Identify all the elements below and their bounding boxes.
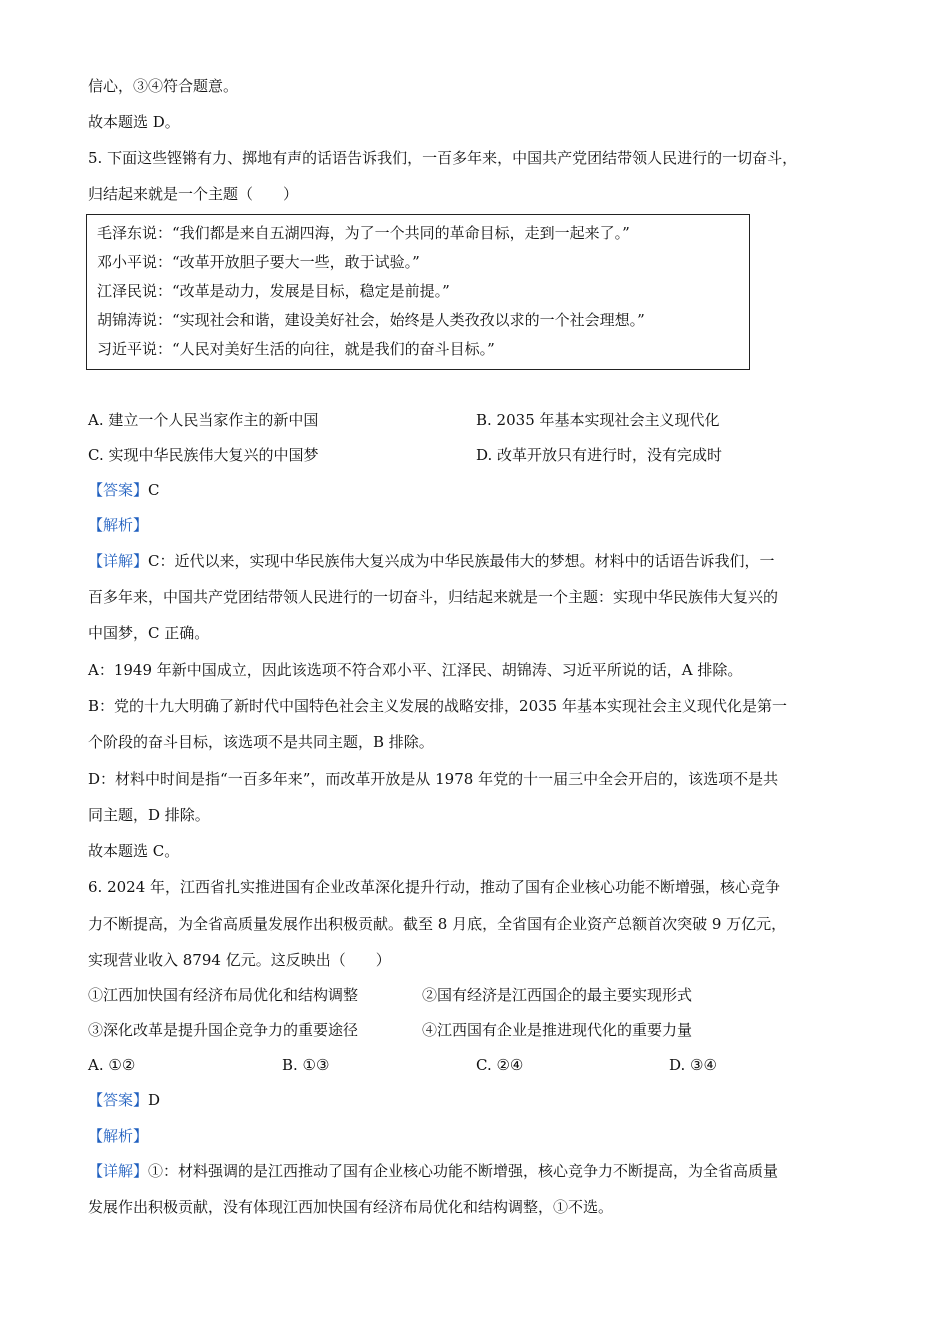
q6-stem-line1: 6. 2024 年，江西省扎实推进国有企业改革深化提升行动，推动了国有企业核心功能不断增强，核心竞争 [88, 878, 781, 896]
q5-answer-value: C [148, 481, 160, 499]
q6-item-3: ③深化改革是提升国企竞争力的重要途径 [88, 1021, 359, 1039]
q5-detail-line: 中国梦，C 正确。 [88, 624, 210, 642]
q6-option-b: B. ①③ [282, 1056, 330, 1074]
q6-analysis-label: 【解析】 [88, 1127, 149, 1145]
q6-option-a: A. ①② [88, 1056, 136, 1074]
q6-item-4: ④江西国有企业是推进现代化的重要力量 [422, 1021, 693, 1039]
q5-option-d: D. 改革开放只有进行时，没有完成时 [476, 446, 723, 464]
q5-stem-line1: 5. 下面这些铿锵有力、掷地有声的话语告诉我们，一百多年来，中国共产党团结带领人民进行的一切奋斗， [88, 149, 798, 167]
q6-answer [88, 1090, 160, 1110]
q5-answer-label: 【答案】 [88, 481, 149, 499]
q5-option-c: C. 实现中华民族伟大复兴的中国梦 [88, 446, 319, 464]
q6-item-2: ②国有经济是江西国企的最主要实现形式 [422, 986, 693, 1004]
q5-detail-text: C：近代以来，实现中华民族伟大复兴成为中华民族最伟大的梦想。材料中的话语告诉我们，一 [148, 552, 775, 570]
q5-detail-line: 百多年来，中国共产党团结带领人民进行的一切奋斗，归结起来就是一个主题：实现中华民族伟大复兴的 [88, 588, 779, 606]
q5-quote-box [86, 214, 750, 370]
prev-answer-tail: 信心，③④符合题意。 [88, 77, 239, 95]
q6-stem-line3: 实现营业收入 8794 亿元。这反映出（ ） [88, 951, 391, 969]
q5-detail-line: 同主题，D 排除。 [88, 806, 210, 824]
q5-option-b: B. 2035 年基本实现社会主义现代化 [476, 411, 720, 429]
q5-detail-label: 【详解】 [88, 552, 149, 570]
q6-detail-line: 发展作出积极贡献，没有体现江西加快国有经济布局优化和结构调整，①不选。 [88, 1198, 614, 1216]
q6-detail-label: 【详解】 [88, 1162, 149, 1180]
q5-quote-mao: 毛泽东说：“我们都是来自五湖四海，为了一个共同的革命目标，走到一起来了。” [97, 224, 630, 242]
q5-quote-jiang: 江泽民说：“改革是动力，发展是目标，稳定是前提。” [97, 282, 450, 300]
q5-detail-line: D：材料中时间是指“一百多年来”，而改革开放是从 1978 年党的十一届三中全会开启的，该选项不是共 [88, 770, 779, 788]
prev-conclusion: 故本题选 D。 [88, 113, 180, 131]
q6-option-d: D. ③④ [669, 1056, 717, 1074]
q5-detail-line: 个阶段的奋斗目标，该选项不是共同主题，B 排除。 [88, 733, 434, 751]
q5-stem-line2: 归结起来就是一个主题（ ） [88, 185, 299, 203]
q6-answer-label: 【答案】 [88, 1091, 149, 1109]
q5-analysis-label: 【解析】 [88, 516, 149, 534]
q5-answer [88, 480, 160, 500]
q5-conclusion: 故本题选 C。 [88, 842, 180, 860]
q6-stem-line2: 力不断提高，为全省高质量发展作出积极贡献。截至 8 月底，全省国有企业资产总额首次突破 9 万亿元， [88, 915, 787, 933]
q5-quote-deng: 邓小平说：“改革开放胆子要大一些，敢于试验。” [97, 253, 420, 271]
q5-quote-xi: 习近平说：“人民对美好生活的向往，就是我们的奋斗目标。” [97, 340, 495, 358]
q5-quote-hu: 胡锦涛说：“实现社会和谐，建设美好社会，始终是人类孜孜以求的一个社会理想。” [97, 311, 645, 329]
q6-detail-line [88, 1161, 778, 1181]
q5-detail-line: B：党的十九大明确了新时代中国特色社会主义发展的战略安排，2035 年基本实现社会主义现代化是第一 [88, 697, 787, 715]
q5-detail-line [88, 551, 775, 571]
q6-answer-value: D [148, 1091, 161, 1109]
q5-detail-line: A：1949 年新中国成立，因此该选项不符合邓小平、江泽民、胡锦涛、习近平所说的话，A 排除。 [88, 661, 743, 679]
q6-option-c: C. ②④ [476, 1056, 524, 1074]
q6-item-1: ①江西加快国有经济布局优化和结构调整 [88, 986, 359, 1004]
q5-option-a: A. 建立一个人民当家作主的新中国 [88, 411, 319, 429]
q6-detail-text: ①：材料强调的是江西推动了国有企业核心功能不断增强，核心竞争力不断提高，为全省高质量 [148, 1162, 779, 1180]
